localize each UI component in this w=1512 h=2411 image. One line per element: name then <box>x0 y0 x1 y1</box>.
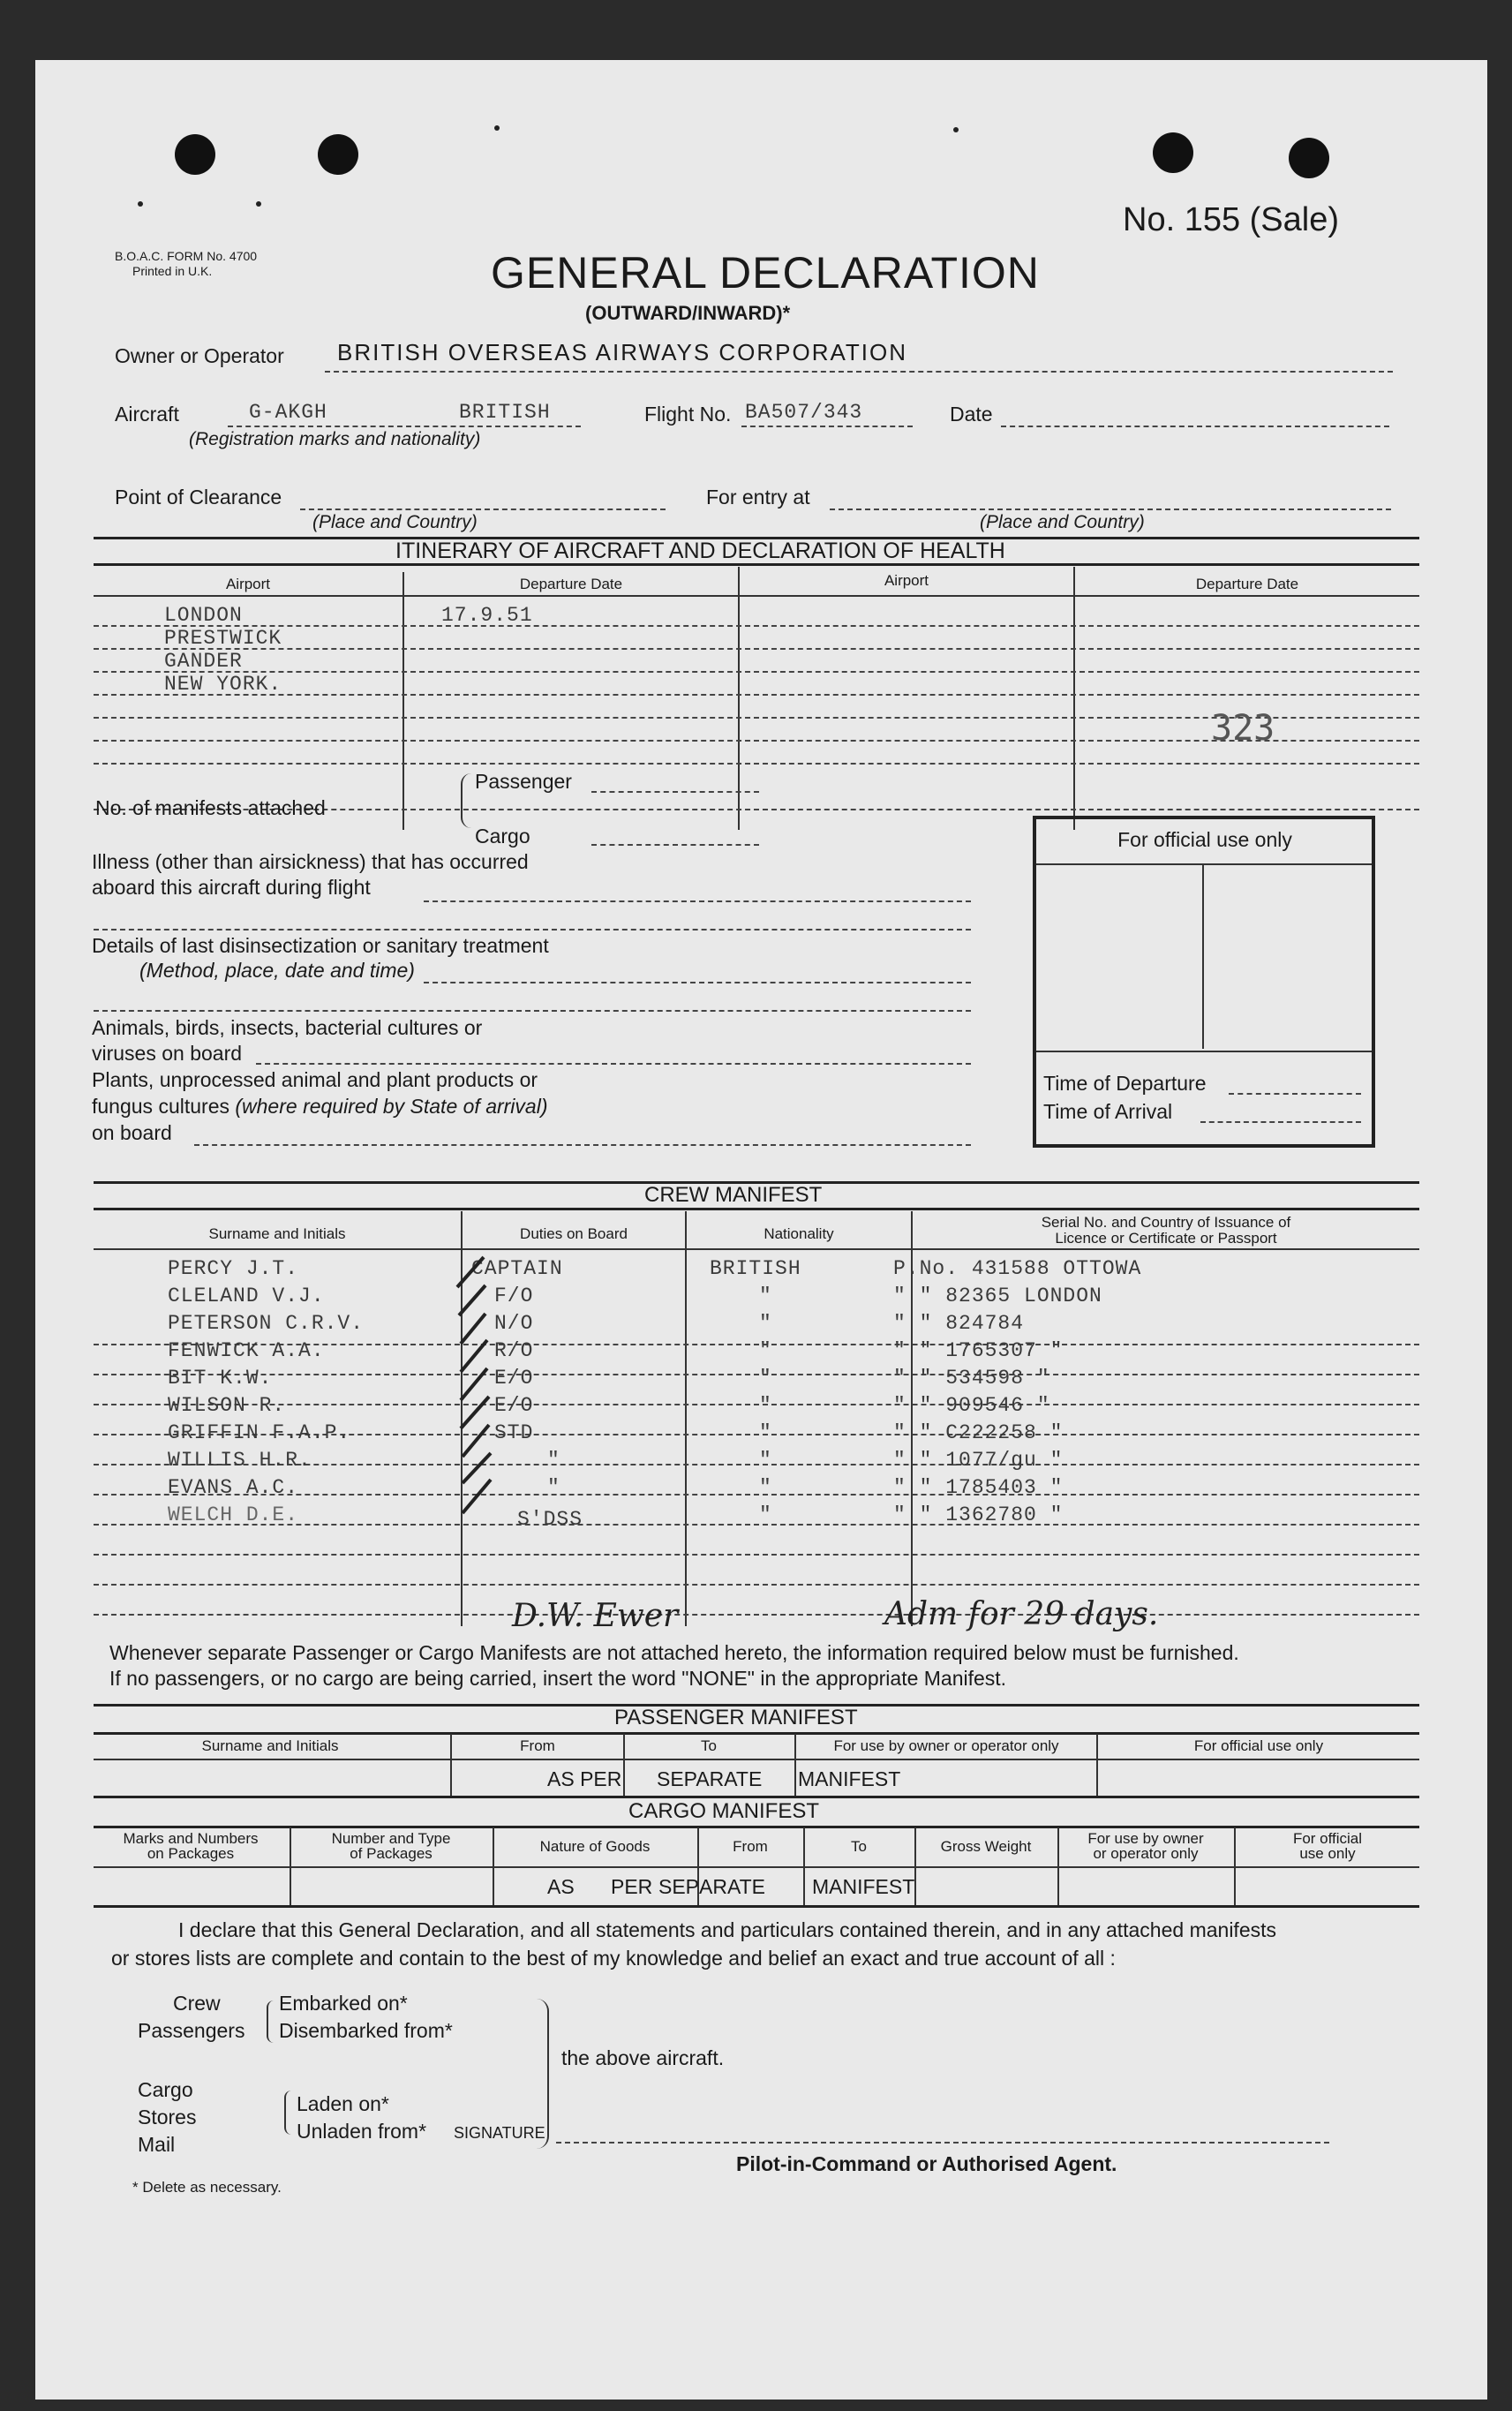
row-line <box>94 1554 1419 1556</box>
rule <box>94 1796 1419 1798</box>
crew-name: WELCH D.E. <box>168 1503 299 1526</box>
itinerary-col-date: Departure Date <box>519 576 623 592</box>
crew-serial: P.No. 431588 OTTOWA <box>893 1257 1142 1280</box>
crew-nationality: " <box>759 1449 772 1472</box>
flight-label: Flight No. <box>644 403 732 426</box>
rule <box>94 1826 1419 1828</box>
crew-duty: F/O <box>494 1285 534 1307</box>
cm-col-marks: Marks and Numbers on Packages <box>123 1830 259 1862</box>
pm-col-name: Surname and Initials <box>201 1737 339 1754</box>
disinsect-label: Details of last disinsectization or sanitary treatment <box>92 934 549 957</box>
document-sheet <box>35 60 1487 2400</box>
pm-col-official: For official use only <box>1193 1737 1324 1754</box>
footnote: * Delete as necessary. <box>132 2179 282 2196</box>
brace <box>267 2000 274 2043</box>
crew-serial: " " 1077/gu " <box>893 1449 1064 1472</box>
crew-nationality: " <box>759 1312 772 1335</box>
entry-hint: (Place and Country) <box>980 512 1145 532</box>
cm-value-arate: ARATE <box>699 1875 765 1898</box>
crew-nationality: BRITISH <box>710 1257 801 1280</box>
date-label: Date <box>950 403 993 426</box>
cargo-stores-mail-label: Cargo Stores Mail <box>138 2078 197 2156</box>
clearance-hint: (Place and Country) <box>312 512 478 532</box>
disinsect-line2 <box>94 1010 971 1012</box>
crew-col-serial: Serial No. and Country of Issuance of Licence or Certificate or Passport <box>1041 1214 1291 1247</box>
cm-value-per: PER <box>611 1875 653 1898</box>
flight-value: BA507/343 <box>745 401 863 424</box>
row-line <box>94 694 1419 696</box>
row-line <box>94 1374 1419 1375</box>
col-line <box>803 1827 805 1907</box>
speck <box>494 125 500 131</box>
crew-passengers-label: Crew Passengers <box>138 1992 245 2042</box>
rule <box>94 1759 1419 1760</box>
itinerary-airport: GANDER <box>164 650 243 673</box>
itinerary-col-airport: Airport <box>225 576 271 592</box>
rule <box>94 1866 1419 1868</box>
crew-name: WILLIS H.R. <box>168 1449 312 1472</box>
rule <box>94 1248 1419 1250</box>
crew-name: CLELAND V.J. <box>168 1285 325 1307</box>
pm-value-owner: MANIFEST <box>798 1767 901 1790</box>
col-line <box>685 1211 687 1626</box>
owner-value: BRITISH OVERSEAS AIRWAYS CORPORATION <box>337 339 908 365</box>
crew-nationality: " <box>759 1503 772 1526</box>
aircraft-label: Aircraft <box>115 403 179 426</box>
tick-marks <box>450 1252 521 1517</box>
plants-line <box>194 1144 971 1146</box>
crew-duty: CAPTAIN <box>471 1257 563 1280</box>
crew-name: PERCY J.T. <box>168 1257 299 1280</box>
animals-line <box>256 1063 971 1065</box>
col-line <box>1096 1734 1098 1797</box>
handwritten-signature-initials: D.W. Ewer <box>512 1598 679 1634</box>
crew-name: FENWICK A.A. <box>168 1339 325 1362</box>
form-code: B.O.A.C. FORM No. 4700 Printed in U.K. <box>115 249 258 278</box>
col-line <box>1057 1827 1059 1907</box>
pm-col-to: To <box>701 1737 717 1754</box>
passenger-label: Passenger <box>475 770 572 793</box>
col-line <box>1202 863 1204 1049</box>
manifests-label: No. of manifests attached <box>95 796 326 819</box>
cm-col-official: For official use only <box>1292 1830 1363 1862</box>
col-line <box>290 1827 291 1907</box>
cm-col-nature: Nature of Goods <box>539 1838 651 1855</box>
date-line <box>1001 426 1389 427</box>
crew-name: GRIFFIN F.A.P. <box>168 1421 351 1444</box>
crew-col-nationality: Nationality <box>764 1225 834 1242</box>
crew-duty: " <box>547 1449 560 1472</box>
crew-col-name: Surname and Initials <box>208 1225 346 1242</box>
punch-hole <box>1289 138 1329 178</box>
signature-line[interactable] <box>556 2142 1329 2144</box>
row-line <box>94 1614 1419 1616</box>
crew-name: EVANS A.C. <box>168 1476 299 1499</box>
rule <box>94 1208 1419 1210</box>
crew-serial: " " 909546 " <box>893 1394 1050 1417</box>
crew-name: WILSON R. <box>168 1394 286 1417</box>
itinerary-col-airport2: Airport <box>884 572 929 589</box>
page-subtitle: (OUTWARD/INWARD)* <box>585 302 791 324</box>
passenger-line <box>591 791 759 793</box>
speck <box>256 201 261 207</box>
departure-line <box>1229 1093 1361 1095</box>
crew-duty: STD <box>494 1421 534 1444</box>
entry-label: For entry at <box>706 486 810 509</box>
col-line <box>794 1734 796 1797</box>
pm-value-to: SEPARATE <box>657 1767 763 1790</box>
cm-col-weight: Gross Weight <box>940 1838 1032 1855</box>
row-line <box>94 625 1419 627</box>
crew-nationality: " <box>759 1367 772 1390</box>
owner-line <box>325 371 1393 373</box>
crew-col-duties: Duties on Board <box>520 1225 628 1242</box>
embarked-label: Embarked on* Disembarked from* <box>279 1992 453 2042</box>
passenger-manifest-title: PASSENGER MANIFEST <box>614 1706 858 1729</box>
row-line <box>94 1404 1419 1405</box>
disinsect-line <box>424 982 971 983</box>
aircraft-registration: G-AKGH <box>249 401 327 424</box>
stamp-number: 323 <box>1211 708 1275 749</box>
clearance-label: Point of Clearance <box>115 486 282 509</box>
rule <box>94 1905 1419 1908</box>
cm-value-manifest: MANIFEST <box>812 1875 915 1898</box>
row-line <box>94 1584 1419 1586</box>
rule <box>94 1732 1419 1735</box>
speck <box>953 127 959 132</box>
form-number: No. 155 (Sale) <box>1123 201 1340 238</box>
crew-duty: E/O <box>494 1367 534 1390</box>
clearance-line <box>300 509 666 510</box>
aircraft-hint: (Registration marks and nationality) <box>189 429 481 449</box>
crew-serial: " " 824784 <box>893 1312 1025 1335</box>
cm-col-owner: For use by owner or operator only <box>1087 1830 1204 1862</box>
itinerary-airport: PRESTWICK <box>164 627 282 650</box>
cargo-manifest-title: CARGO MANIFEST <box>628 1799 820 1823</box>
laden-label: Laden on* Unladen from* <box>297 2092 427 2143</box>
rule <box>1036 1051 1372 1052</box>
illness-line <box>424 900 971 902</box>
row-line <box>94 648 1419 650</box>
cm-value-as: AS <box>547 1875 575 1898</box>
flight-line <box>741 426 913 427</box>
punch-hole <box>318 134 358 175</box>
crew-nationality: " <box>759 1476 772 1499</box>
time-arrival-label: Time of Arrival <box>1043 1100 1173 1123</box>
col-line <box>1073 567 1075 830</box>
col-line <box>402 572 404 830</box>
punch-hole <box>1153 132 1193 173</box>
itinerary-airport: NEW YORK. <box>164 673 282 696</box>
page-title: GENERAL DECLARATION <box>491 248 1040 298</box>
above-aircraft-label: the above aircraft. <box>561 2046 725 2069</box>
crew-duty: " <box>547 1476 560 1499</box>
pm-col-from: From <box>520 1737 555 1754</box>
illness-label: Illness (other than airsickness) that has occurred aboard this aircraft during flight <box>92 850 529 899</box>
crew-duty: S'DSS <box>517 1508 583 1531</box>
official-use-box <box>1033 816 1375 1148</box>
entry-line <box>830 509 1391 510</box>
pm-value-from: AS PER <box>547 1767 622 1790</box>
cm-col-to: To <box>851 1838 867 1855</box>
plants-label: Plants, unprocessed animal and plant products or fungus cultures (where required by State of arrival) on board <box>92 1068 548 1144</box>
crew-name: PETERSON C.R.V. <box>168 1312 365 1335</box>
col-line <box>1234 1827 1236 1907</box>
cm-col-number: Number and Type of Packages <box>331 1830 451 1862</box>
itinerary-date: 17.9.51 <box>441 604 533 627</box>
animals-label: Animals, birds, insects, bacterial cultures or viruses on board <box>92 1016 483 1065</box>
handwritten-note: Adm for 29 days. <box>884 1596 1159 1632</box>
pm-col-owner: For use by owner or operator only <box>833 1737 1059 1754</box>
punch-hole <box>175 134 215 175</box>
official-use-title: For official use only <box>1117 828 1292 851</box>
cm-value-sep: SEP <box>658 1875 700 1898</box>
itinerary-airport: LONDON <box>164 604 243 627</box>
time-departure-label: Time of Departure <box>1043 1072 1207 1095</box>
signature-label: SIGNATURE <box>454 2124 545 2142</box>
itinerary-col-date2: Departure Date <box>1195 576 1299 592</box>
disinsect-hint: (Method, place, date and time) <box>139 959 415 982</box>
crew-serial: " " 1765307 " <box>893 1339 1064 1362</box>
crew-duty: N/O <box>494 1312 534 1335</box>
declaration-statement: I declare that this General Declaration, and all statements and particulars contained therein, and in any attached manifests or stores lists are complete and contain to the best of my knowledge and belief an exact and true account of all : <box>111 1918 1276 1970</box>
col-line <box>450 1734 452 1797</box>
col-line <box>623 1734 625 1797</box>
cargo-line <box>591 844 759 846</box>
row-line <box>94 671 1419 673</box>
crew-nationality: " <box>759 1421 772 1444</box>
cargo-label: Cargo <box>475 825 530 848</box>
speck <box>138 201 143 207</box>
signature-caption: Pilot-in-Command or Authorised Agent. <box>736 2152 1117 2175</box>
cm-col-from: From <box>733 1838 768 1855</box>
illness-line2 <box>94 929 971 930</box>
crew-nationality: " <box>759 1285 772 1307</box>
separate-manifest-notice: Whenever separate Passenger or Cargo Manifests are not attached hereto, the information required below must be furnished. If no passengers, or no cargo are being carried, insert the word "NONE" in the appropriate Manifest. <box>109 1641 1239 1690</box>
crew-serial: " " 1785403 " <box>893 1476 1064 1499</box>
row-line <box>94 763 1419 765</box>
arrival-line <box>1200 1121 1361 1123</box>
col-line <box>914 1827 916 1907</box>
brace <box>284 2091 291 2135</box>
crew-nationality: " <box>759 1394 772 1417</box>
crew-duty: R/O <box>494 1339 534 1362</box>
crew-serial: " " C222258 " <box>893 1421 1064 1444</box>
rule <box>94 563 1419 566</box>
rule <box>94 595 1419 597</box>
crew-serial: " " 534598 " <box>893 1367 1050 1390</box>
aircraft-line <box>228 426 581 427</box>
crew-serial: " " 82365 LONDON <box>893 1285 1102 1307</box>
aircraft-nationality: BRITISH <box>459 401 551 424</box>
crew-name: BIT K.W. <box>168 1367 273 1390</box>
brace <box>461 773 471 828</box>
col-line <box>493 1827 494 1907</box>
crew-serial: " " 1362780 " <box>893 1503 1064 1526</box>
rule <box>1036 863 1372 865</box>
crew-duty: E/O <box>494 1394 534 1417</box>
itinerary-title: ITINERARY OF AIRCRAFT AND DECLARATION OF HEALTH <box>395 539 1005 563</box>
crew-title: CREW MANIFEST <box>644 1183 823 1207</box>
owner-label: Owner or Operator <box>115 344 284 367</box>
crew-nationality: " <box>759 1339 772 1362</box>
